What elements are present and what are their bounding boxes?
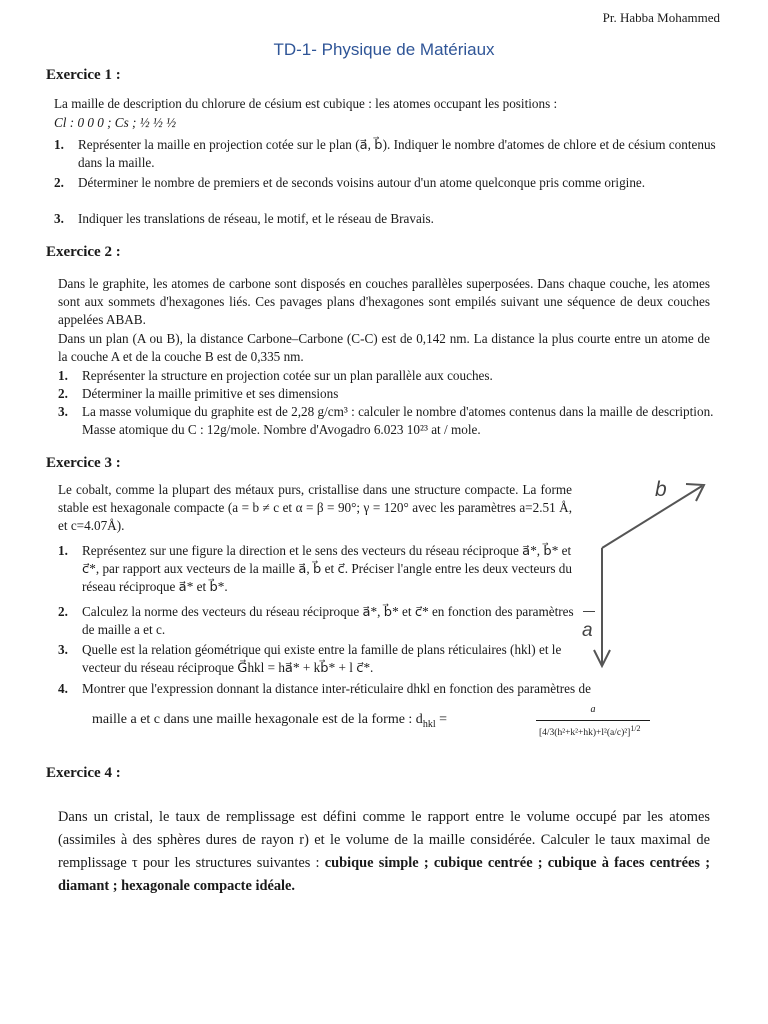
- exercise-3-item-1: 1. Représentez sur une figure la direction et le sens des vecteurs du réseau réciproque a⃗*, b⃗* et c⃗*, par rapport aux vecteurs de la maille a⃗, b⃗ et c⃗. Préciser l'angle entre les deux vecteurs du réseau réciproque a⃗* et b⃗*.: [58, 543, 572, 594]
- exercise-1-item-1: 1. Représenter la maille en projection cotée sur le plan (a⃗, b⃗). Indiquer le nombre d'atomes de chlore et de césium contenus dans la maille.: [54, 137, 716, 170]
- exercise-2-item-1: 1. Représenter la structure en projection cotée sur un plan parallèle aux couches.: [58, 368, 493, 383]
- dhkl-formula-text: maille a et c dans une maille hexagonale est de la forme : $d_{hkl}$ =: [92, 712, 447, 730]
- vector-b-line: [602, 486, 702, 548]
- exercise-3-intro: Le cobalt, comme la plupart des métaux purs, cristallise dans une structure compacte. La forme stable est hexagonale compacte (a = b ≠ c et α = β = 90°; γ = 120° avec les paramètres a=2.51 Å, et c=4.07Å).: [58, 482, 572, 533]
- exercise-2-intro-2: Dans un plan (A ou B), la distance Carbone–Carbone (C-C) est de 0,142 nm. La distance la plus courte entre un atome de la couche A et de la couche B est de 0,335 nm.: [58, 331, 710, 364]
- exercise-3-item-3: 3. Quelle est la relation géométrique qui existe entre la famille de plans réticulaires (hkl) et le vecteur du réseau réciproque G⃗hkl = ha⃗* + kb⃗* + l c⃗*.: [58, 642, 562, 675]
- exercise-3-item-4: 4. Montrer que l'expression donnant la distance inter-réticulaire dhkl en fonction des paramètres de: [58, 681, 591, 696]
- exercise-1-intro: La maille de description du chlorure de césium est cubique : les atomes occupant les positions :: [54, 96, 558, 111]
- dhkl-formula-denominator: $[4/3(h^2+k^2+hk)+l^2(a/c)^2]^{1/2}$: [539, 724, 641, 739]
- exercise-4-text: Dans un cristal, le taux de remplissage est défini comme le rapport entre le volume occupé par les atomes (assimiles à des sphères dures de rayon r) et le volume de la maille considérée. Calculer le taux maximal de remplissage τ pour les structures suivantes : cubique simple ; cubique centrée ; cubique à faces centrées ; diamant ; hexagonale compacte idéale.: [58, 809, 710, 894]
- vector-a-label: a: [582, 620, 593, 641]
- exercise-3-heading: Exercice 3 :: [46, 455, 121, 471]
- exercise-1-positions: Cl : 0 0 0 ; Cs ; ½ ½ ½: [54, 115, 176, 130]
- exercise-2-intro-1: Dans le graphite, les atomes de carbone sont disposés en couches parallèles superposées. Dans chaque couche, les atomes sont aux sommets d'hexagones liés. Ces pavages plans d'hexagones sont empilés suivant une séquence de deux couches appelées ABAB.: [58, 276, 710, 327]
- exercise-2-heading: Exercice 2 :: [46, 244, 121, 260]
- lattice-vectors-figure: [578, 476, 718, 676]
- vector-a-arrow-overline: [583, 611, 595, 612]
- exercise-1-item-2: 2. Déterminer le nombre de premiers et de seconds voisins autour d'un atome quelconque pris comme origine.: [54, 175, 646, 190]
- exercise-2-item-2: 2. Déterminer la maille primitive et ses dimensions: [58, 386, 339, 401]
- dhkl-formula-numerator: a: [590, 704, 596, 715]
- exercise-2-item-3: 3. La masse volumique du graphite est de 2,28 g/cm³ : calculer le nombre d'atomes contenus dans la maille de description. Masse atomique du C : 12g/mole. Nombre d'Avogadro 6.023 10²³ at / mole.: [58, 404, 714, 437]
- exercise-1-heading: Exercice 1 :: [46, 67, 121, 83]
- exercise-1-item-3: 3. Indiquer les translations de réseau, le motif, et le réseau de Bravais.: [54, 211, 434, 226]
- exercise-4-heading: Exercice 4 :: [46, 765, 121, 781]
- page-title: TD-1- Physique de Matériaux: [273, 40, 495, 59]
- vector-b-label: b: [655, 478, 667, 501]
- dhkl-fraction-bar: [536, 720, 650, 721]
- author-name: Pr. Habba Mohammed: [602, 10, 720, 25]
- exercise-3-item-2: 2. Calculez la norme des vecteurs du réseau réciproque a⃗*, b⃗* et c⃗* en fonction des paramètres de maille a et c.: [58, 604, 574, 637]
